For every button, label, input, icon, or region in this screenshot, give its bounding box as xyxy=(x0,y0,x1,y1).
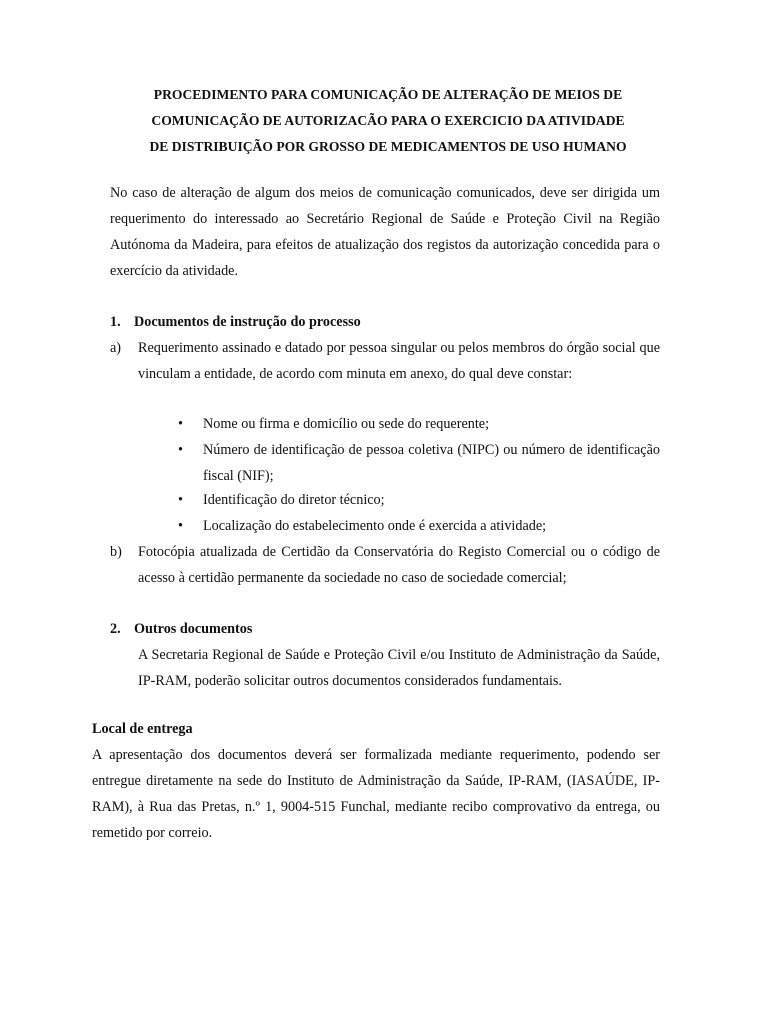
section-2-heading xyxy=(110,616,252,642)
list-item-b xyxy=(110,539,660,591)
item-a-label: a) xyxy=(110,340,122,356)
title-line-1: PROCEDIMENTO PARA COMUNICAÇÃO DE ALTERAÇÃO DE MEIOS DE xyxy=(153,87,623,102)
section-1-heading xyxy=(110,309,361,335)
delivery-paragraph: A apresentação dos documentos deverá ser formalizada mediante requerimento, podendo ser entregue diretamente na sede do Instituto de Administração da Saúde, IP-RAM, (IASAÚDE, IP-RAM), à Rua das Pretas, n.º 1, 9004-515 Funchal, mediante recibo comprovativo da entrega, ou remetido por correio. xyxy=(92,747,660,841)
bullet-text: Localização do estabelecimento onde é exercida a atividade; xyxy=(203,518,547,534)
item-b-text: Fotocópia atualizada de Certidão da Conservatória do Registo Comercial ou o código de acesso à certidão permanente da sociedade no caso de sociedade comercial; xyxy=(138,544,660,586)
section-1-title: Documentos de instrução do processo xyxy=(134,314,361,330)
bullet-icon: • xyxy=(178,518,183,534)
title-line-3: DE DISTRIBUIÇÃO POR GROSSO DE MEDICAMENTOS DE USO HUMANO xyxy=(149,139,627,154)
item-b-label: b) xyxy=(110,544,122,560)
section-2-number: 2. xyxy=(110,621,121,637)
section-1-number: 1. xyxy=(110,314,121,330)
document-title xyxy=(110,82,666,160)
delivery-heading: Local de entrega xyxy=(92,721,193,737)
title-line-2: COMUNICAÇÃO DE AUTORIZACÃO PARA O EXERCICIO DA ATIVIDADE xyxy=(151,113,625,128)
bullet-text: Nome ou firma e domicílio ou sede do requerente; xyxy=(203,416,490,432)
bullet-icon: • xyxy=(178,416,183,432)
bullet-icon: • xyxy=(178,492,183,508)
list-item-a xyxy=(110,335,660,413)
section-2-title: Outros documentos xyxy=(134,621,253,637)
bullet-text: Identificação do diretor técnico; xyxy=(203,492,385,508)
bullet-text: Número de identificação de pessoa coletiva (NIPC) ou número de identificação fiscal (NIF); xyxy=(203,442,660,484)
item-a-text: Requerimento assinado e datado por pessoa singular ou pelos membros do órgão social que vinculam a entidade, de acordo com minuta em anexo, do qual deve constar: xyxy=(138,340,660,382)
section-2-paragraph: A Secretaria Regional de Saúde e Proteção Civil e/ou Instituto de Administração da Saúde, IP-RAM, poderão solicitar outros documentos considerados fundamentais. xyxy=(138,647,660,689)
bullet-icon: • xyxy=(178,442,183,458)
intro-paragraph: No caso de alteração de algum dos meios de comunicação comunicados, deve ser dirigida um requerimento do interessado ao Secretário Regional de Saúde e Proteção Civil na Região Autónoma da Madeira, para efeitos de atualização dos registos da autorização concedida para o exercício da atividade. xyxy=(110,185,660,279)
